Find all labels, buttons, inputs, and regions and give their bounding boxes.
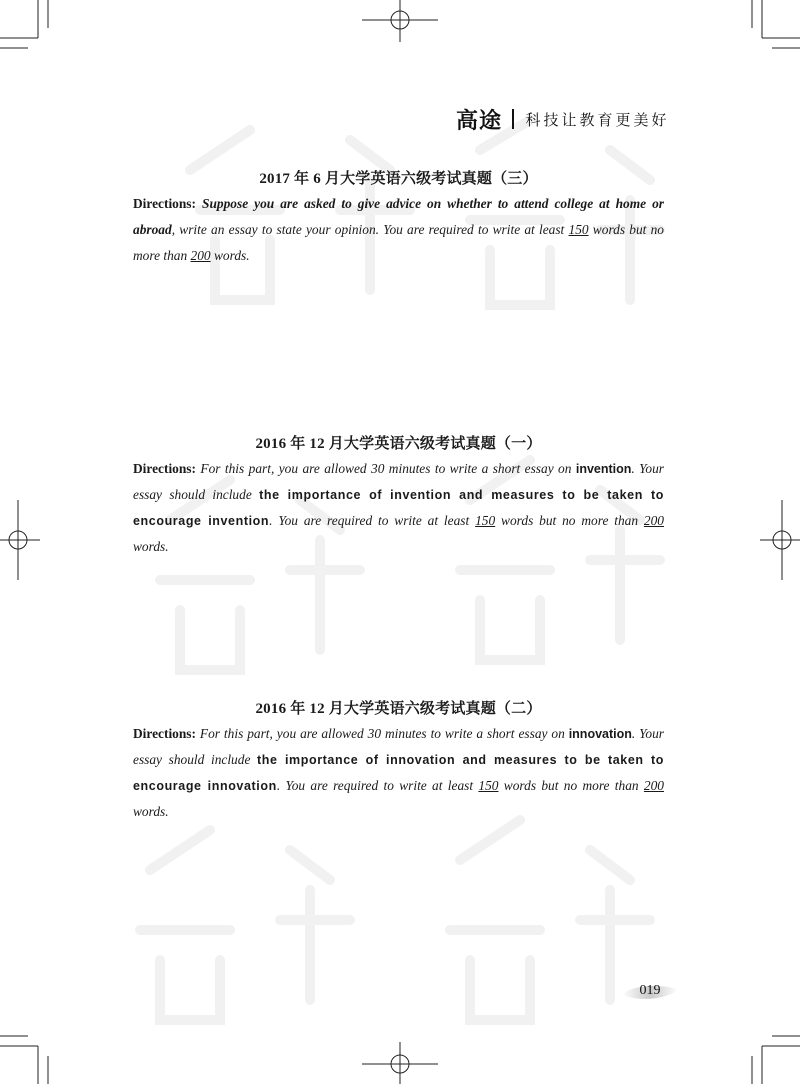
instruction-text: . You are required to write at least	[276, 778, 479, 793]
instruction-text: For this part, you are allowed 30 minutes to write a short essay on	[200, 461, 576, 476]
section-title: 2016 年 12 月大学英语六级考试真题（一）	[255, 436, 542, 452]
brand-slogan: 科技让教育更美好	[525, 110, 670, 129]
question-section-2	[133, 434, 664, 560]
instruction-text: For this part, you are allowed 30 minutes to write a short essay on	[199, 726, 569, 741]
topic-text: Suppose you are asked to give advice on whether to attend college at home or abroad	[133, 196, 664, 237]
question-section-1	[133, 169, 664, 269]
min-words: 150	[478, 778, 499, 793]
brand-divider	[512, 109, 514, 129]
directions-label: Directions:	[133, 726, 196, 741]
instruction-text: words.	[133, 539, 169, 554]
directions-paragraph	[133, 456, 664, 560]
instruction-text: words but no more than	[133, 222, 664, 263]
page-number-badge	[620, 980, 680, 1002]
instruction-text: . You are required to write at least	[269, 513, 476, 528]
section-title: 2017 年 6 月大学英语六级考试真题（三）	[259, 171, 538, 187]
instruction-text: . Your essay should include	[133, 726, 664, 767]
brand-logo-text: 高途	[456, 108, 503, 134]
topic-keyword: innovation	[568, 727, 632, 741]
instruction-text: words but no more than	[498, 778, 644, 793]
topic-phrase: the importance of invention and measures to be taken to encourage invention	[133, 488, 664, 528]
topic-keyword: invention	[575, 462, 632, 476]
instruction-text: words but no more than	[495, 513, 644, 528]
instruction-text: . Your essay should include	[133, 461, 664, 502]
brand-header	[456, 104, 671, 134]
max-words: 200	[643, 513, 664, 528]
directions-paragraph	[133, 721, 664, 825]
directions-label: Directions:	[133, 461, 196, 476]
min-words: 150	[568, 222, 589, 237]
directions-paragraph	[133, 191, 664, 269]
max-words: 200	[643, 778, 664, 793]
min-words: 150	[475, 513, 496, 528]
instruction-text: , write an essay to state your opinion. You are required to write at least	[171, 222, 569, 237]
section-title: 2016 年 12 月大学英语六级考试真题（二）	[255, 701, 542, 717]
topic-phrase: the importance of innovation and measures to be taken to encourage innovation	[133, 753, 664, 793]
instruction-text: words.	[210, 248, 250, 263]
directions-label: Directions:	[133, 196, 196, 211]
page-number: 019	[639, 983, 661, 998]
max-words: 200	[190, 248, 211, 263]
question-section-3	[133, 699, 664, 825]
instruction-text: words.	[133, 804, 169, 819]
